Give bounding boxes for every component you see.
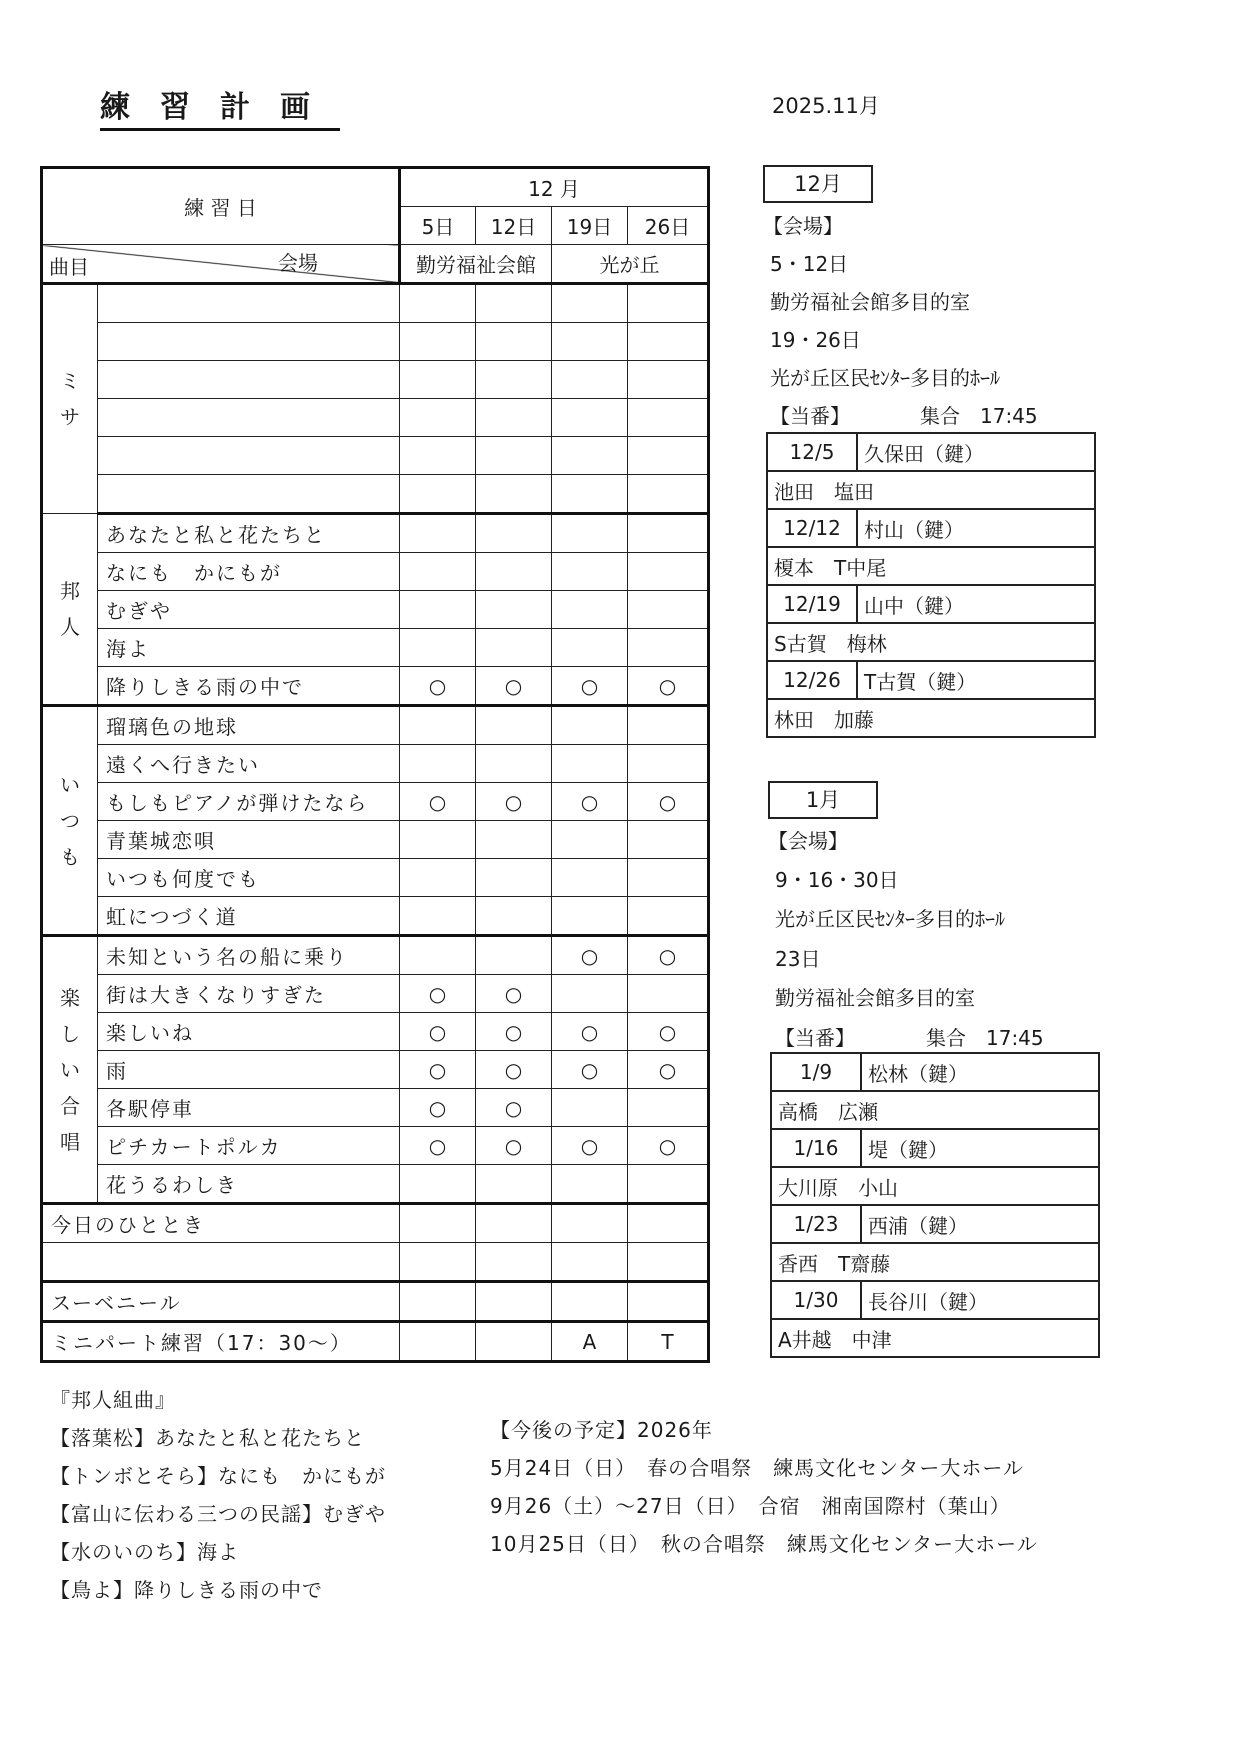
- attendance-mark: ○: [476, 783, 552, 821]
- table-row: [42, 323, 709, 361]
- song-cell: [98, 399, 400, 437]
- attendance-mark: [552, 1243, 628, 1282]
- category-label: [42, 706, 98, 936]
- december-venue2-dates: 19・26日: [770, 328, 861, 352]
- attendance-mark: [400, 706, 476, 745]
- attendance-mark: [628, 437, 709, 475]
- table-row: [42, 629, 709, 667]
- attendance-mark: [552, 591, 628, 629]
- january-venue2-place: 勤労福祉会館多目的室: [775, 986, 975, 1010]
- duty-date: 1/23: [771, 1205, 861, 1243]
- duty-row: [767, 661, 1095, 699]
- attendance-mark: ○: [552, 1127, 628, 1165]
- practice-day-label: 練 習 日: [42, 168, 400, 245]
- venue-hikarigaoka: 光が丘: [552, 245, 709, 284]
- duty-date: 1/30: [771, 1281, 861, 1319]
- song-cell: もしもピアノが弾けたなら: [98, 783, 400, 821]
- attendance-mark: [476, 706, 552, 745]
- attendance-mark: [552, 1089, 628, 1127]
- table-row: [42, 1204, 709, 1243]
- december-gather-time: 集合 17:45: [920, 404, 1038, 428]
- category-char: 楽: [60, 985, 80, 1010]
- month-header: 12 月: [400, 168, 709, 207]
- january-venue1-dates: 9・16・30日: [775, 868, 899, 892]
- table-row: [42, 821, 709, 859]
- duty-members: 高橋 広瀬: [771, 1091, 1099, 1129]
- attendance-mark: ○: [476, 1127, 552, 1165]
- attendance-mark: [552, 859, 628, 897]
- attendance-mark: [476, 1165, 552, 1204]
- duty-members: S古賀 梅林: [767, 623, 1095, 661]
- table-row: [42, 1127, 709, 1165]
- category-char: 邦: [60, 579, 80, 603]
- attendance-mark: [552, 323, 628, 361]
- attendance-mark: [400, 936, 476, 975]
- practice-schedule-table: [40, 166, 710, 1363]
- december-venue-heading: 【会場】: [763, 214, 843, 238]
- song-cell: あなたと私と花たちと: [98, 514, 400, 553]
- duty-key-holder: 松林（鍵）: [861, 1053, 1099, 1091]
- attendance-mark: ○: [552, 1051, 628, 1089]
- attendance-mark: [552, 975, 628, 1013]
- attendance-mark: [400, 629, 476, 667]
- attendance-mark: ○: [628, 667, 709, 706]
- suite-item: 【富山に伝わる三つの民謡】むぎや: [50, 1502, 386, 1526]
- duty-row: [771, 1091, 1099, 1129]
- table-row: [42, 437, 709, 475]
- attendance-mark: [476, 553, 552, 591]
- attendance-mark: ○: [628, 1013, 709, 1051]
- attendance-mark: ○: [552, 1013, 628, 1051]
- attendance-mark: [628, 399, 709, 437]
- song-cell: 楽しいね: [98, 1013, 400, 1051]
- duty-row: [771, 1243, 1099, 1281]
- attendance-mark: [476, 323, 552, 361]
- song-cell: 遠くへ行きたい: [98, 745, 400, 783]
- suite-item: 【水のいのち】海よ: [50, 1540, 239, 1564]
- attendance-mark: [400, 1282, 476, 1322]
- duty-row: [771, 1167, 1099, 1205]
- duty-key-holder: 久保田（鍵）: [857, 433, 1095, 471]
- date-header: 19日: [552, 207, 628, 245]
- attendance-mark: [476, 1243, 552, 1282]
- category-char: サ: [60, 405, 80, 429]
- category-char: 人: [60, 615, 80, 639]
- january-gather-time: 集合 17:45: [926, 1026, 1044, 1050]
- duty-date: 12/26: [767, 661, 857, 699]
- attendance-mark: [552, 629, 628, 667]
- attendance-mark: ○: [628, 1127, 709, 1165]
- duty-row: [771, 1319, 1099, 1357]
- january-venue1-place: 光が丘区民ｾﾝﾀｰ多目的ﾎｰﾙ: [775, 907, 1005, 931]
- suite-item: 【落葉松】あなたと私と花たちと: [50, 1426, 365, 1450]
- future-item: 5月24日（日） 春の合唱祭 練馬文化センター大ホール: [490, 1456, 1024, 1480]
- attendance-mark: ○: [476, 667, 552, 706]
- duty-members: 池田 塩田: [767, 471, 1095, 509]
- future-heading: 【今後の予定】2026年: [490, 1418, 713, 1442]
- attendance-mark: [628, 1165, 709, 1204]
- attendance-mark: ○: [400, 1013, 476, 1051]
- attendance-mark: [628, 745, 709, 783]
- january-venue-heading: 【会場】: [768, 829, 848, 853]
- duty-row: [767, 623, 1095, 661]
- duty-key-holder: 村山（鍵）: [857, 509, 1095, 547]
- duty-key-holder: T古賀（鍵）: [857, 661, 1095, 699]
- table-row: [42, 399, 709, 437]
- attendance-mark: [628, 514, 709, 553]
- attendance-mark: [552, 706, 628, 745]
- table-row: [42, 706, 709, 745]
- attendance-mark: ○: [552, 783, 628, 821]
- duty-row: [771, 1281, 1099, 1319]
- attendance-mark: [400, 284, 476, 323]
- table-row: [42, 783, 709, 821]
- attendance-mark: [552, 1165, 628, 1204]
- attendance-mark: [552, 745, 628, 783]
- attendance-mark: [476, 936, 552, 975]
- duty-row: [767, 433, 1095, 471]
- attendance-mark: ○: [400, 975, 476, 1013]
- song-cell: いつも何度でも: [98, 859, 400, 897]
- attendance-mark: [476, 745, 552, 783]
- page-title: 練習計画: [100, 90, 340, 131]
- attendance-mark: ○: [400, 1051, 476, 1089]
- song-column-label: 曲目: [49, 255, 89, 279]
- attendance-mark: [400, 1322, 476, 1362]
- song-cell: 雨: [98, 1051, 400, 1089]
- suite-item: 【トンボとそら】なにも かにもが: [50, 1464, 386, 1488]
- attendance-mark: [628, 323, 709, 361]
- attendance-mark: [400, 514, 476, 553]
- duty-date: 12/5: [767, 433, 857, 471]
- table-row: [42, 1243, 709, 1282]
- song-cell: [98, 284, 400, 323]
- song-cell: 降りしきる雨の中で: [98, 667, 400, 706]
- attendance-mark: [476, 475, 552, 514]
- souvenir-label: スーベニール: [42, 1282, 400, 1322]
- duty-members: 榎本 T中尾: [767, 547, 1095, 585]
- duty-row: [771, 1129, 1099, 1167]
- table-row: [42, 936, 709, 975]
- song-cell: 青葉城恋唄: [98, 821, 400, 859]
- attendance-mark: [552, 475, 628, 514]
- attendance-mark: [400, 553, 476, 591]
- attendance-mark: ○: [400, 1127, 476, 1165]
- category-char: も: [60, 844, 80, 869]
- attendance-mark: ○: [552, 936, 628, 975]
- january-month-box: 1月: [768, 781, 878, 819]
- attendance-mark: ○: [476, 975, 552, 1013]
- attendance-mark: [552, 437, 628, 475]
- song-cell: [98, 437, 400, 475]
- category-char: 合: [60, 1093, 80, 1118]
- suite-item: 【鳥よ】降りしきる雨の中で: [50, 1578, 323, 1602]
- attendance-mark: [552, 361, 628, 399]
- attendance-mark: ○: [476, 1013, 552, 1051]
- future-item: 9月26（土）〜27日（日） 合宿 湘南国際村（葉山）: [490, 1494, 1011, 1518]
- attendance-mark: [476, 629, 552, 667]
- table-row: [42, 1165, 709, 1204]
- duty-members: 林田 加藤: [767, 699, 1095, 737]
- table-row: [42, 897, 709, 936]
- venue-kinro: 勤労福祉会館: [400, 245, 552, 284]
- attendance-mark: ○: [400, 1089, 476, 1127]
- attendance-mark: [400, 361, 476, 399]
- table-row: [42, 591, 709, 629]
- attendance-mark: [400, 591, 476, 629]
- attendance-mark: ○: [400, 783, 476, 821]
- duty-date: 12/12: [767, 509, 857, 547]
- attendance-mark: [400, 475, 476, 514]
- category-char: い: [60, 772, 80, 797]
- table-row: [42, 1051, 709, 1089]
- january-venue2-dates: 23日: [775, 947, 821, 971]
- december-duty-heading: 【当番】: [770, 404, 850, 428]
- attendance-mark: [476, 1282, 552, 1322]
- attendance-mark: [400, 437, 476, 475]
- attendance-mark: [476, 361, 552, 399]
- attendance-mark: [628, 1282, 709, 1322]
- attendance-mark: [400, 1165, 476, 1204]
- category-label: [42, 936, 98, 1204]
- attendance-mark: [628, 1089, 709, 1127]
- table-row: [42, 1013, 709, 1051]
- attendance-mark: A: [552, 1322, 628, 1362]
- attendance-mark: [476, 1322, 552, 1362]
- table-row: [42, 667, 709, 706]
- attendance-mark: ○: [552, 667, 628, 706]
- attendance-mark: [628, 284, 709, 323]
- table-row: [42, 1089, 709, 1127]
- attendance-mark: [552, 399, 628, 437]
- date-header: 5日: [400, 207, 476, 245]
- table-row: [42, 284, 709, 323]
- attendance-mark: [400, 859, 476, 897]
- song-cell: [42, 1243, 400, 1282]
- song-venue-header: [42, 245, 400, 284]
- attendance-mark: [628, 1204, 709, 1243]
- duty-row: [767, 547, 1095, 585]
- attendance-mark: [552, 821, 628, 859]
- song-cell: 瑠璃色の地球: [98, 706, 400, 745]
- duty-key-holder: 西浦（鍵）: [861, 1205, 1099, 1243]
- attendance-mark: [476, 859, 552, 897]
- date-header: 12日: [476, 207, 552, 245]
- attendance-mark: [628, 553, 709, 591]
- table-row: [42, 361, 709, 399]
- attendance-mark: T: [628, 1322, 709, 1362]
- attendance-mark: [628, 975, 709, 1013]
- attendance-mark: [628, 859, 709, 897]
- date-header: 26日: [628, 207, 709, 245]
- category-char: 唱: [60, 1129, 80, 1154]
- category-char: し: [60, 1021, 80, 1046]
- category-char: つ: [60, 808, 80, 833]
- attendance-mark: [552, 1282, 628, 1322]
- attendance-mark: ○: [476, 1089, 552, 1127]
- attendance-mark: [628, 361, 709, 399]
- duty-row: [767, 585, 1095, 623]
- december-duty-table: [766, 432, 1096, 738]
- category-char: ミ: [60, 369, 80, 393]
- january-duty-heading: 【当番】: [775, 1026, 855, 1050]
- attendance-mark: [628, 821, 709, 859]
- category-char: い: [60, 1057, 80, 1082]
- song-cell: むぎや: [98, 591, 400, 629]
- december-venue2-place: 光が丘区民ｾﾝﾀｰ多目的ﾎｰﾙ: [770, 366, 1000, 390]
- song-cell: 街は大きくなりすぎた: [98, 975, 400, 1013]
- duty-row: [767, 471, 1095, 509]
- december-month-box: 12月: [763, 165, 873, 203]
- song-cell: なにも かにもが: [98, 553, 400, 591]
- song-cell: 虹につづく道: [98, 897, 400, 936]
- table-row: [42, 553, 709, 591]
- attendance-mark: [476, 591, 552, 629]
- future-item: 10月25日（日） 秋の合唱祭 練馬文化センター大ホール: [490, 1532, 1038, 1556]
- duty-members: 香西 T齋藤: [771, 1243, 1099, 1281]
- attendance-mark: [400, 745, 476, 783]
- attendance-mark: [476, 284, 552, 323]
- attendance-mark: ○: [628, 783, 709, 821]
- duty-date: 12/19: [767, 585, 857, 623]
- song-cell: [98, 361, 400, 399]
- kyou-label: 今日のひととき: [42, 1204, 400, 1243]
- attendance-mark: [628, 1243, 709, 1282]
- table-row: [42, 975, 709, 1013]
- venue-column-label: 会場: [278, 251, 318, 275]
- december-venue1-place: 勤労福祉会館多目的室: [770, 290, 970, 314]
- december-venue1-dates: 5・12日: [770, 252, 849, 276]
- attendance-mark: ○: [628, 936, 709, 975]
- table-row: [42, 514, 709, 553]
- attendance-mark: [628, 897, 709, 936]
- attendance-mark: [400, 399, 476, 437]
- attendance-mark: [400, 897, 476, 936]
- table-row: [42, 1322, 709, 1362]
- attendance-mark: [628, 629, 709, 667]
- duty-row: [771, 1053, 1099, 1091]
- duty-members: 大川原 小山: [771, 1167, 1099, 1205]
- table-row: [42, 859, 709, 897]
- duty-row: [767, 699, 1095, 737]
- duty-date: 1/16: [771, 1129, 861, 1167]
- table-row: [42, 1282, 709, 1322]
- duty-date: 1/9: [771, 1053, 861, 1091]
- attendance-mark: [628, 706, 709, 745]
- song-cell: 花うるわしき: [98, 1165, 400, 1204]
- attendance-mark: [552, 284, 628, 323]
- attendance-mark: [400, 1204, 476, 1243]
- attendance-mark: [476, 514, 552, 553]
- duty-members: A井越 中津: [771, 1319, 1099, 1357]
- attendance-mark: ○: [628, 1051, 709, 1089]
- document-date: 2025.11月: [772, 94, 880, 118]
- attendance-mark: [476, 437, 552, 475]
- attendance-mark: [552, 897, 628, 936]
- song-cell: 各駅停車: [98, 1089, 400, 1127]
- attendance-mark: [476, 821, 552, 859]
- attendance-mark: [552, 553, 628, 591]
- attendance-mark: [400, 323, 476, 361]
- attendance-mark: ○: [400, 667, 476, 706]
- song-cell: ピチカートポルカ: [98, 1127, 400, 1165]
- attendance-mark: [400, 1243, 476, 1282]
- duty-row: [767, 509, 1095, 547]
- song-cell: [98, 323, 400, 361]
- attendance-mark: [476, 399, 552, 437]
- song-cell: [98, 475, 400, 514]
- duty-row: [771, 1205, 1099, 1243]
- duty-key-holder: 堤（鍵）: [861, 1129, 1099, 1167]
- january-duty-table: [770, 1052, 1100, 1358]
- attendance-mark: [400, 821, 476, 859]
- attendance-mark: ○: [476, 1051, 552, 1089]
- duty-key-holder: 長谷川（鍵）: [861, 1281, 1099, 1319]
- minipart-label: ミニパート練習（17：30〜）: [42, 1322, 400, 1362]
- attendance-mark: [476, 897, 552, 936]
- attendance-mark: [628, 591, 709, 629]
- suite-title: 『邦人組曲』: [50, 1388, 176, 1412]
- table-row: [42, 745, 709, 783]
- table-row: [42, 475, 709, 514]
- attendance-mark: [476, 1204, 552, 1243]
- category-label: [42, 514, 98, 706]
- duty-key-holder: 山中（鍵）: [857, 585, 1095, 623]
- song-cell: 未知という名の船に乗り: [98, 936, 400, 975]
- attendance-mark: [552, 514, 628, 553]
- category-label: [42, 284, 98, 514]
- song-cell: 海よ: [98, 629, 400, 667]
- attendance-mark: [628, 475, 709, 514]
- attendance-mark: [552, 1204, 628, 1243]
